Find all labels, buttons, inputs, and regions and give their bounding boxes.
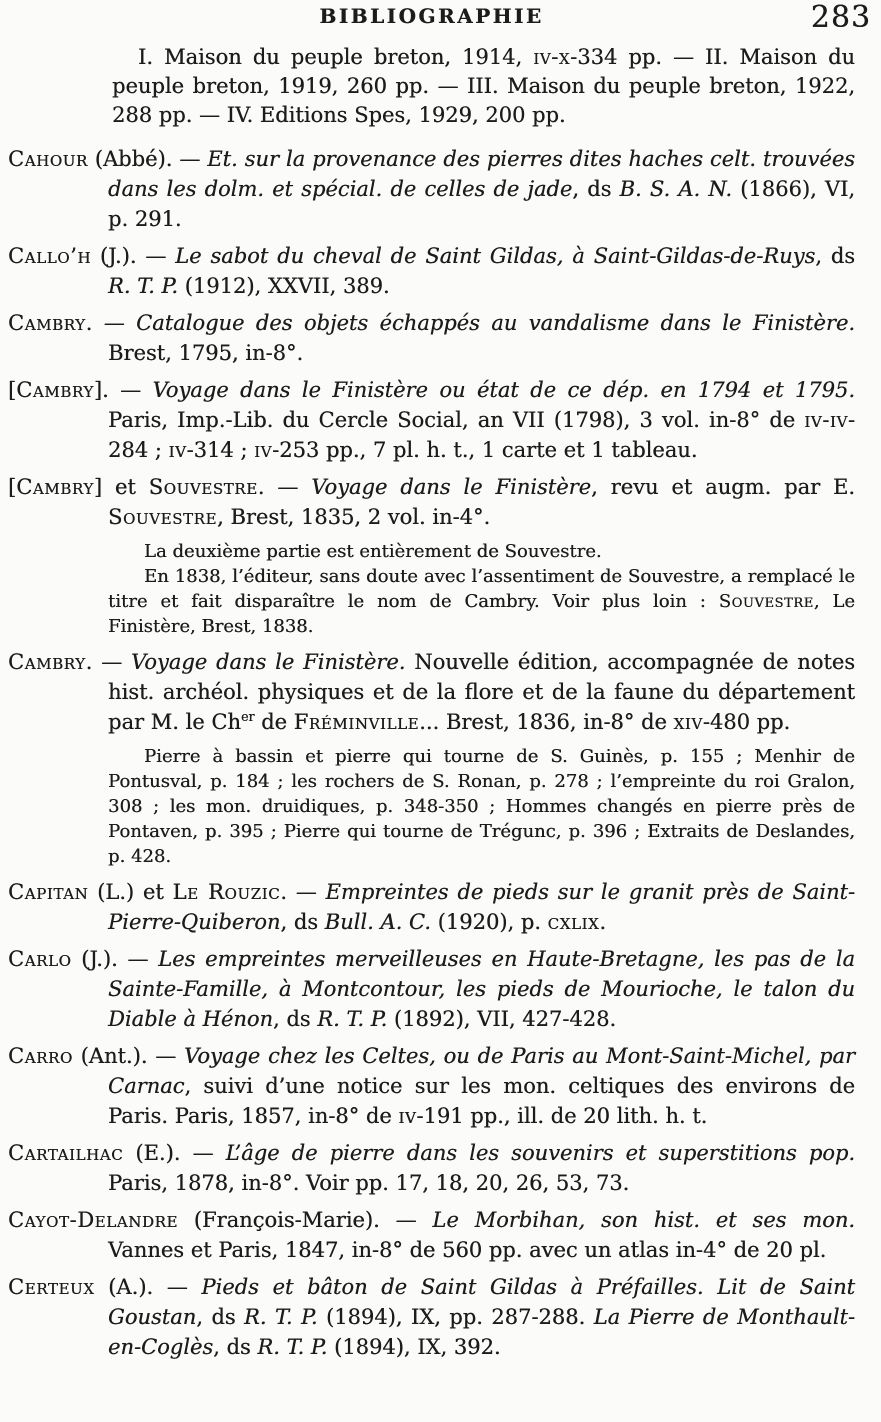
text-segment: (1894), IX, pp. 287-288. [317, 1305, 594, 1329]
text-segment: (J.). — [71, 947, 159, 971]
text-segment: er [240, 709, 255, 724]
text-segment: Paris, 1878, in-8°. Voir pp. 17, 18, 20, 26, 53, 73. [108, 1171, 630, 1195]
text-segment: L’âge de pierre dans les souvenirs et superstitions pop. [225, 1141, 855, 1165]
text-segment: R. T. P. [257, 1335, 328, 1359]
text-segment: iv-x [533, 45, 571, 69]
text-segment: Souvestre [718, 591, 814, 612]
text-segment: , suivi d’une notice sur les mon. celtiques des environs de Paris. Paris, 1857, in-8° de [108, 1074, 855, 1128]
text-segment: Callo’h [8, 244, 92, 268]
note-paragraph [108, 564, 855, 639]
text-segment: Certeux [8, 1275, 95, 1299]
text-segment: ]. — [93, 378, 153, 402]
text-segment: Paris, Imp.-Lib. du Cercle Social, an VII (1798), 3 vol. in-8° de [108, 408, 805, 432]
text-segment: Et. sur la provenance des pierres dites haches celt. trouvées dans les dolm. et spécial. de celles de jade [108, 147, 855, 201]
text-segment: , ds [572, 177, 620, 201]
text-segment: , Le Finistère, Brest, 1838. [108, 591, 855, 637]
text-segment: La Pierre de Monthault-en-Coglès [108, 1305, 856, 1359]
text-segment: . [599, 910, 607, 934]
text-segment: ] et [93, 475, 149, 499]
text-segment: , ds [272, 1007, 318, 1031]
text-segment: , ds [280, 910, 325, 934]
text-segment: R. T. P. [244, 1305, 318, 1329]
text-segment: Les empreintes merveilleuses en Haute-Bretagne, les pas de la Sainte-Famille, à Montcontour, les pieds de Mourioche, le talon du Diable à Hénon [108, 947, 855, 1031]
text-segment: Cambry [8, 311, 86, 335]
text-segment: Souvestre [148, 475, 258, 499]
text-segment: (J.). — [91, 244, 176, 268]
text-segment: Cambry [16, 475, 94, 499]
text-segment: Cambry [16, 378, 94, 402]
text-segment: (1912), XXVII, 389. [177, 274, 390, 298]
text-segment: (1920), p. [430, 910, 548, 934]
text-segment: [ [8, 378, 17, 402]
bibliography-entry [8, 308, 855, 368]
text-segment: R. T. P. [108, 274, 178, 298]
text-segment: Carlo [8, 947, 72, 971]
text-segment: Pierre à bassin et pierre qui tourne de S. Guinès, p. 155 ; Menhir de Pontusval, p. 184 ; les rochers de S. Ronan, p. 278 ; l’empreinte du roi Gralon, 308 ; les mon. druidiques, p. 348-350 ; Hommes changés en pierre près de Pontaven, p. 395 ; Pierre qui tourne de Trégunc, p. 396 ; Extraits de Deslandes, p. 428. [108, 746, 855, 867]
text-segment: xiv [673, 710, 703, 734]
text-segment: Carro [8, 1044, 73, 1068]
text-segment: ... Brest, 1836, in-8° de [419, 710, 674, 734]
text-segment: Le Morbihan, son hist. et ses mon. [432, 1208, 855, 1232]
text-segment: Cambry [8, 650, 86, 674]
text-segment: En 1838, l’éditeur, sans doute avec l’assentiment de Souvestre, a remplacé le titre et fait disparaître le nom de Cambry. Voir plus loin : [108, 566, 855, 612]
text-segment: Le Rouzic [172, 880, 281, 904]
text-segment: . — [85, 311, 137, 335]
text-segment: Voyage dans le Finistère [311, 475, 592, 499]
bibliography-entry [8, 1272, 855, 1362]
bibliography-entry [8, 1041, 855, 1131]
text-segment: Empreintes de pieds sur le granit près de Saint-Pierre-Quiberon [108, 880, 856, 934]
bibliography-entry [8, 647, 855, 737]
bibliography-entry [8, 375, 855, 465]
text-segment: Vannes et Paris, 1847, in-8° de 560 pp. avec un atlas in-4° de 20 pl. [108, 1238, 827, 1262]
text-segment: Bull. A. C. [324, 910, 431, 934]
text-segment: . — [85, 650, 131, 674]
text-segment: (1892), VII, 427-428. [387, 1007, 617, 1031]
text-segment: La deuxième partie est entièrement de Souvestre. [144, 541, 602, 562]
text-segment: R. T. P. [317, 1007, 388, 1031]
bibliography-entry [8, 241, 855, 301]
text-segment: Catalogue des objets échappés au vandalisme dans le Finistère. [136, 311, 856, 335]
text-segment: Le sabot du cheval de Saint Gildas, à Saint-Gildas-de-Ruys [175, 244, 816, 268]
text-segment: I. Maison du peuple breton, 1914, [138, 45, 534, 69]
text-segment: . — [257, 475, 312, 499]
text-segment: , ds [196, 1305, 244, 1329]
text-segment: Cahour [8, 147, 88, 171]
text-segment: -253 pp., 7 pl. h. t., 1 carte et 1 tableau. [272, 438, 698, 462]
annotation-note [108, 744, 855, 869]
text-segment: , Brest, 1835, 2 vol. in-4°. [217, 505, 491, 529]
text-segment: Souvestre [108, 505, 218, 529]
text-segment: Nouvelle édition, accompagnée de notes hist. archéol. physiques et de la flore et de la faune du département par M. le Ch [108, 650, 855, 734]
bibliography-entry [8, 877, 855, 937]
bibliography-entry [8, 144, 855, 234]
text-segment: . — [280, 880, 326, 904]
text-segment: Pieds et bâton de Saint Gildas à Préfailles. Lit de Saint Goustan [108, 1275, 855, 1329]
text-segment: , ds [815, 244, 855, 268]
annotation-note [108, 539, 855, 639]
text-segment: Cartailhac [8, 1141, 124, 1165]
text-segment: (L.) et [88, 880, 173, 904]
text-segment: (1894), IX, 392. [327, 1335, 501, 1359]
text-segment: iv-iv [804, 408, 848, 432]
page-title: BIBLIOGRAPHIE [319, 4, 544, 28]
text-segment: (E.). — [123, 1141, 226, 1165]
text-segment: [ [8, 475, 17, 499]
page-number: 283 [810, 0, 871, 35]
text-segment: iv [254, 438, 273, 462]
text-segment: Voyage dans le Finistère. [131, 650, 406, 674]
text-segment: B. S. A. N. [619, 177, 733, 201]
note-paragraph [108, 744, 855, 869]
note-paragraph [108, 539, 855, 564]
text-segment: -191 pp., ill. de 20 lith. h. t. [416, 1104, 708, 1128]
page-header [8, 0, 871, 43]
text-segment: (1866), VI, p. 291. [108, 177, 855, 231]
text-segment: -480 pp. [702, 710, 791, 734]
text-segment: Cayot-Delandre [8, 1208, 178, 1232]
text-segment: (Ant.). — [72, 1044, 185, 1068]
text-segment: Brest, 1795, in-8°. [108, 341, 304, 365]
text-segment: , ds [213, 1335, 258, 1359]
text-segment: de [254, 710, 294, 734]
text-segment: iv [398, 1104, 417, 1128]
text-segment: (A.). — [94, 1275, 202, 1299]
bibliography-entry [8, 472, 855, 532]
bibliography-entry [8, 944, 855, 1034]
text-segment: -284 ; [108, 408, 855, 462]
text-segment: Fréminville [293, 710, 420, 734]
text-segment: (François-Marie). — [177, 1208, 433, 1232]
continuation-paragraph [112, 43, 855, 130]
text-segment: , revu et augm. par E. [591, 475, 855, 499]
bibliography-entry [8, 1205, 855, 1265]
text-segment: Voyage dans le Finistère ou état de ce dép. en 1794 et 1795. [152, 378, 855, 402]
text-segment: -314 ; [186, 438, 255, 462]
text-segment: -334 pp. — II. Maison du peuple breton, 1919, 260 pp. — III. Maison du peuple breton, 1922, 288 pp. — IV. Editions Spes, 1929, 200 pp. [112, 45, 855, 127]
text-segment: iv [168, 438, 187, 462]
text-segment: Capitan [8, 880, 89, 904]
bibliography-entry [8, 1138, 855, 1198]
text-segment: (Abbé). — [87, 147, 208, 171]
text-segment: Voyage chez les Celtes, ou de Paris au Mont-Saint-Michel, par Carnac [108, 1044, 855, 1098]
text-segment: cxlix [547, 910, 600, 934]
bibliography-content [8, 43, 855, 1362]
